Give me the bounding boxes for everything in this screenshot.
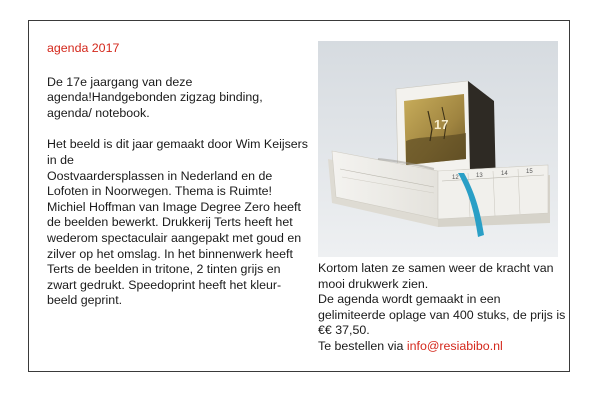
page-number-1: 12 bbox=[452, 175, 459, 181]
cover-number: 17 bbox=[434, 117, 449, 132]
body-paragraph-2: Oostvaardersplassen in Nederland en de Lofoten in Noorwegen. Thema is Ruimte! bbox=[47, 168, 273, 199]
agenda-book-illustration bbox=[318, 41, 558, 257]
page-title: agenda 2017 bbox=[47, 41, 120, 55]
agenda-photo bbox=[318, 41, 558, 257]
page-number-4: 15 bbox=[526, 169, 533, 175]
left-column bbox=[47, 41, 309, 309]
body-paragraph-1: Het beeld is dit jaar gemaakt door Wim Keijsers in de bbox=[47, 137, 308, 167]
intro-paragraph: De 17e jaargang van deze agenda!Handgebonden zigzag binding, agenda/ notebook. bbox=[47, 74, 263, 120]
page-number-3: 14 bbox=[501, 171, 508, 177]
order-email-link[interactable]: info@resiabibo.nl bbox=[406, 338, 503, 353]
closing-paragraph-1: Kortom laten ze samen weer de kracht van mooi drukwerk zien. bbox=[318, 261, 554, 291]
page-number-2: 13 bbox=[476, 173, 483, 179]
info-card bbox=[28, 20, 570, 372]
order-prefix: Te bestellen via bbox=[318, 338, 407, 353]
spacer bbox=[47, 121, 309, 137]
closing-paragraph-2: De agenda wordt gemaakt in een gelimiteerde oplage van 400 stuks, de prijs is €€ 37,50. bbox=[318, 292, 566, 338]
order-line bbox=[318, 339, 566, 355]
right-column bbox=[318, 261, 566, 355]
body-paragraph-3: Michiel Hoffman van Image Degree Zero heeft de beelden bewerkt. Drukkerij Terts heeft het wederom spectaculair aangepakt met goud en zilver op het omslag. In het binnenwerk heeft Terts de beelden in tritone, 2 tinten grijs en zwart gedrukt. Speedoprint heeft het kleur-beeld geprint. bbox=[47, 199, 302, 308]
